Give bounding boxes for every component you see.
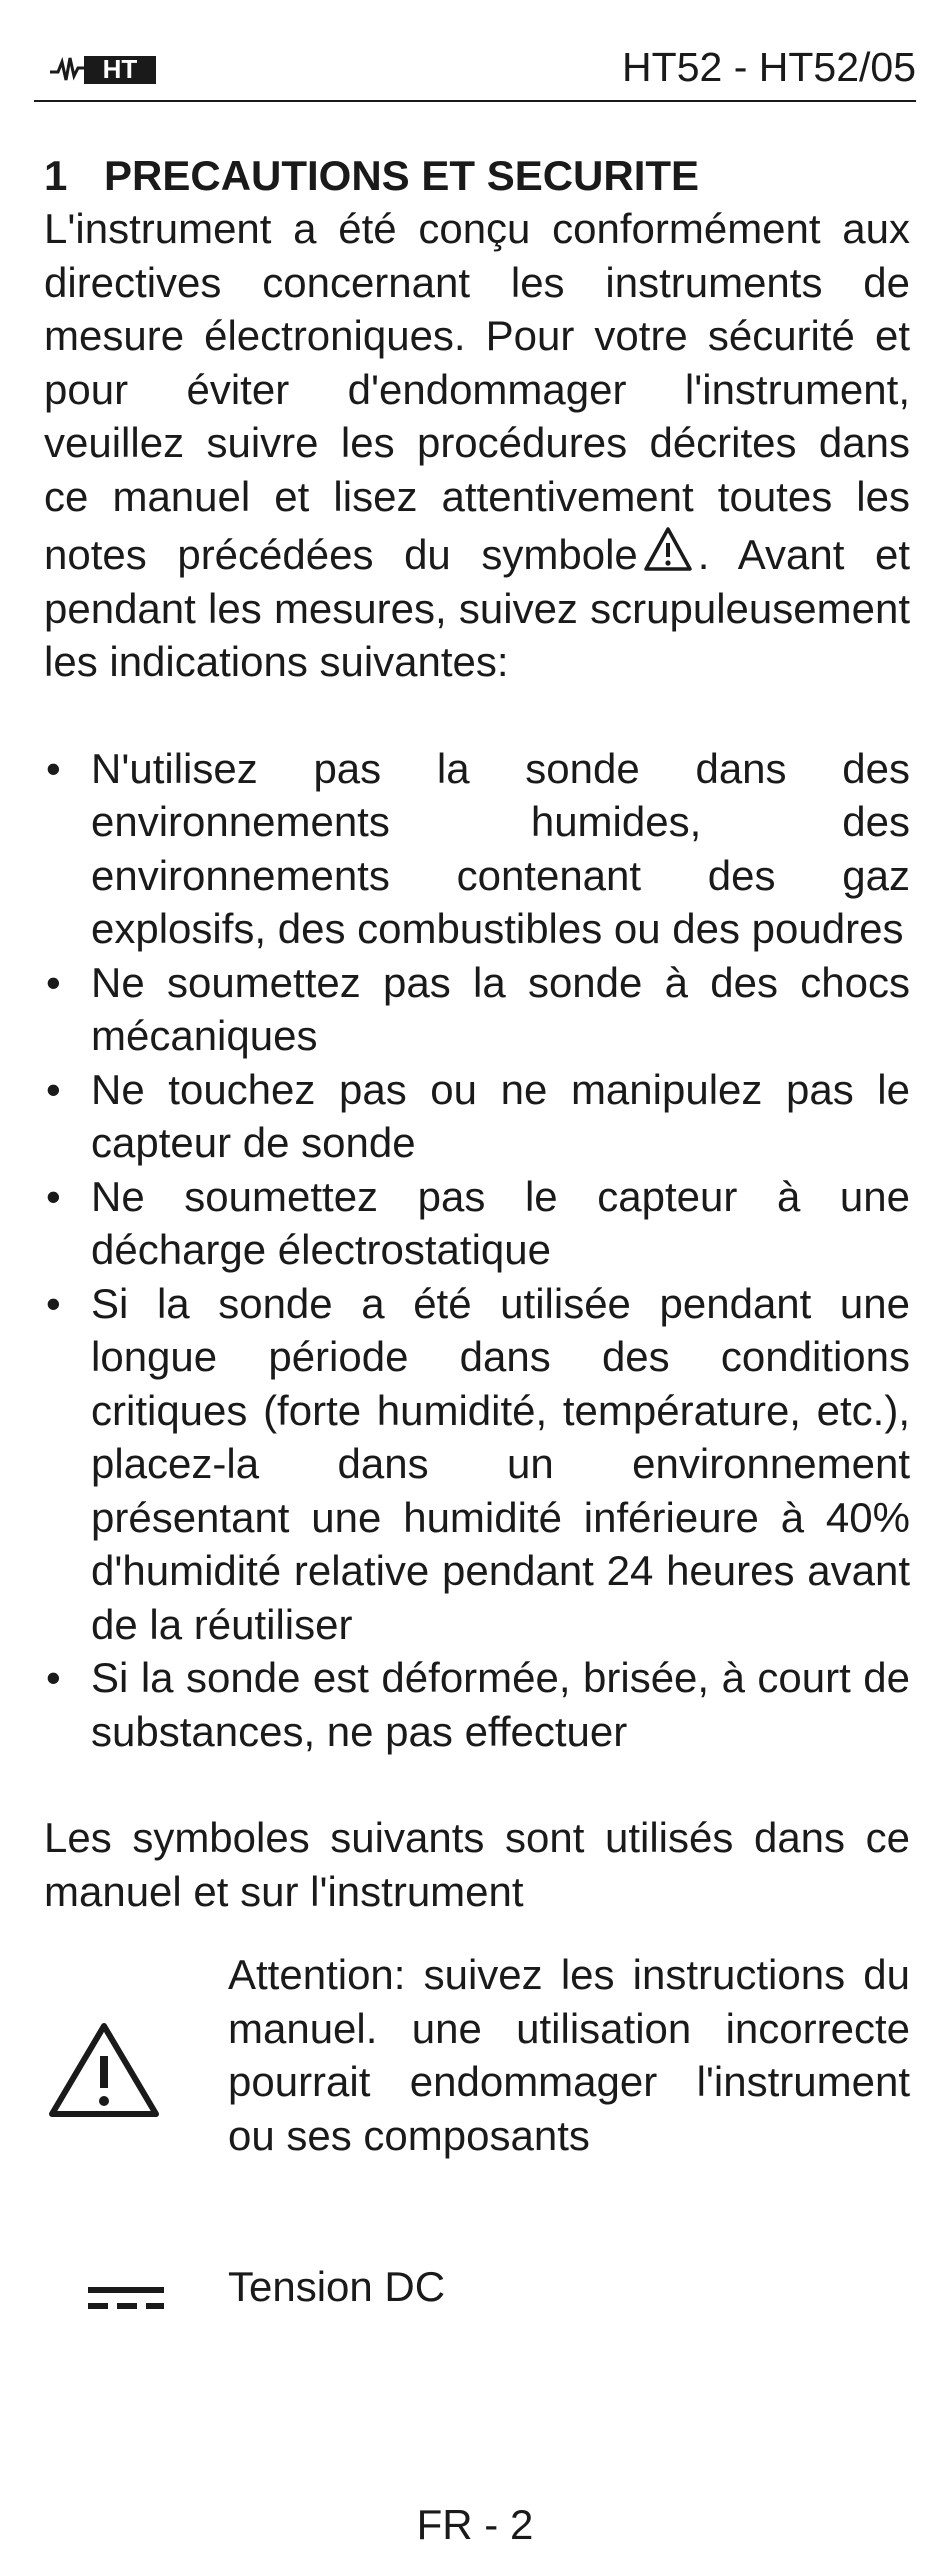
list-item: • N'utilisez pas la sonde dans des environnements humides, des environnements contenant des gaz explosifs, des combustibles ou des poudres: [46, 744, 910, 952]
logo-text: HT: [102, 54, 138, 84]
precautions-list: [44, 742, 910, 1759]
section-number: 1: [44, 152, 68, 199]
symbol-description: Tension DC: [228, 2263, 446, 2310]
warning-triangle-icon: [44, 2018, 164, 2122]
list-item: • Ne soumettez pas le capteur à une décharge électrostatique: [46, 1172, 910, 1273]
warning-triangle-icon: [642, 523, 694, 575]
list-item-text: N'utilisez pas la sonde dans des environnements humides, des environnements contenant des gaz explosifs, des combustibles ou des poudres: [91, 744, 910, 952]
list-item-text: Si la sonde est déformée, brisée, à court de substances, ne pas effectuer: [91, 1654, 910, 1755]
section-title-text: PRECAUTIONS ET SECURITE: [104, 152, 700, 199]
page-number: FR - 2: [416, 2501, 534, 2548]
symbol-row-dc: [44, 2260, 910, 2314]
intro-paragraph: [44, 202, 910, 689]
ht-logo: [48, 46, 188, 86]
list-item: • Ne touchez pas ou ne manipulez pas le capteur de sonde: [46, 1065, 910, 1166]
intro-text-part1: L'instrument a été conçu conformément aux directives concernant les instruments de mesure électroniques. Pour votre sécurité et pour éviter d'endommager l'instrument, veuillez suivre les procédures décrites dans ce manuel et lisez attentivement toutes les notes précédées du symbole: [44, 205, 910, 578]
symbols-intro: Les symboles suivants sont utilisés dans ce manuel et sur l'instrument: [44, 1814, 910, 1915]
intro-text-part2: . Avant et pendant les mesures, suivez scrupuleusement les indications suivantes:: [44, 531, 911, 685]
list-item-text: Si la sonde a été utilisée pendant une longue période dans des conditions critiques (forte humidité, température, etc.), placez-la dans un environnement présentant une humidité inférieure à 40% d'humidité relative pendant 24 heures avant de la réutiliser: [91, 1279, 910, 1648]
model-name: HT52 - HT52/05: [622, 44, 916, 90]
section-title: [44, 150, 910, 202]
list-item: • Si la sonde est déformée, brisée, à court de substances, ne pas effectuer: [46, 1654, 910, 1755]
main-content: [44, 150, 910, 2314]
symbol-row-warning: [44, 1948, 910, 2162]
list-item-text: Ne soumettez pas le capteur à une décharge électrostatique: [91, 1172, 910, 1273]
page-header: [34, 40, 916, 102]
list-item-text: Ne touchez pas ou ne manipulez pas le capteur de sonde: [91, 1065, 910, 1166]
list-item: • Si la sonde a été utilisée pendant une longue période dans des conditions critiques (forte humidité, température, etc.), placez-la dans un environnement présentant une humidité inférieure à 40% d'humidité relative pendant 24 heures avant de la réutiliser: [46, 1279, 910, 1648]
list-item: • Ne soumettez pas la sonde à des chocs mécaniques: [46, 958, 910, 1059]
dc-voltage-icon: [44, 2278, 164, 2318]
list-item-text: Ne soumettez pas la sonde à des chocs mécaniques: [91, 958, 910, 1059]
symbol-description: Attention: suivez les instructions du manuel. une utilisation incorrecte pourrait endommager l'instrument ou ses composants: [228, 1951, 910, 2159]
